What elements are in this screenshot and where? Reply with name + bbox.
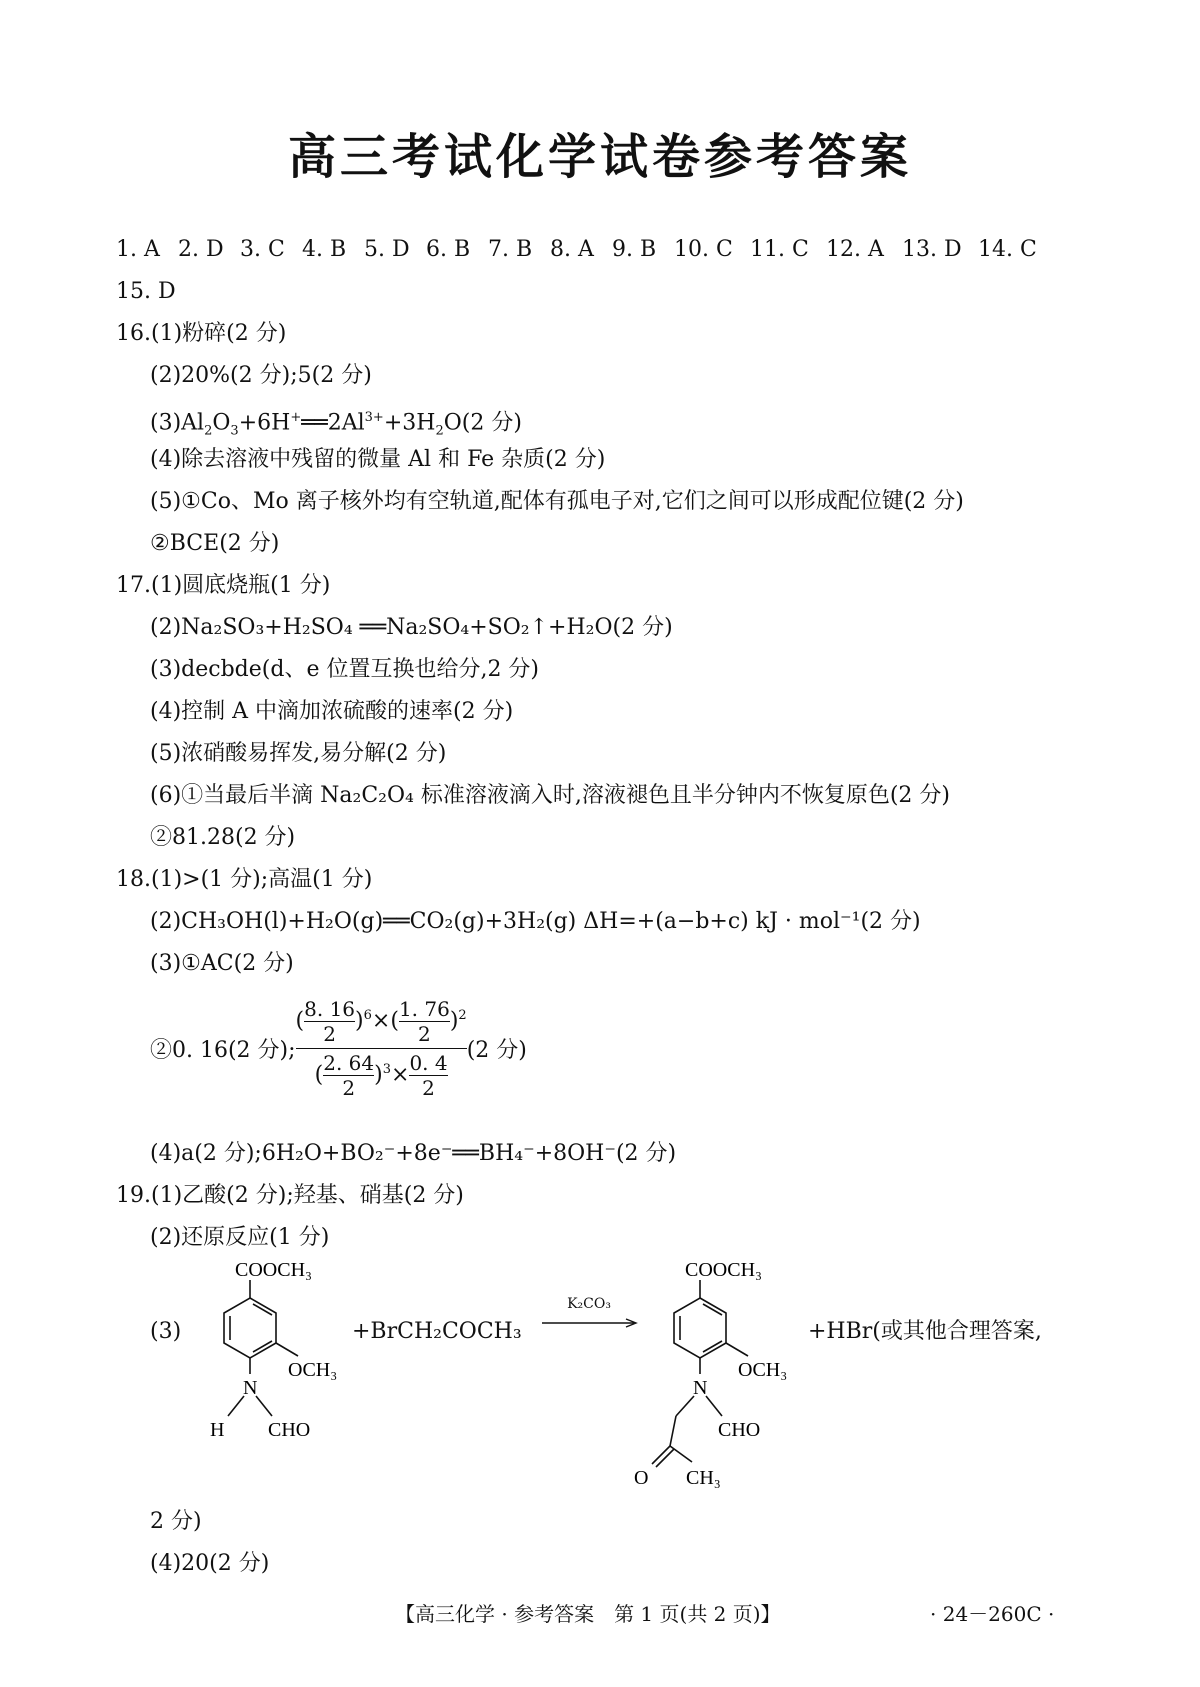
q18-part1 <box>116 866 372 894</box>
page-title: 高三考试化学试卷参考答案 <box>287 129 912 185</box>
question-number: 18. <box>116 867 151 892</box>
formula-text: ══2Al <box>301 410 365 436</box>
mc-answer: 9. B <box>612 237 657 262</box>
reactant-cooch3: COOCH₃ <box>235 1259 312 1281</box>
mc-answer: 6. B <box>426 237 471 262</box>
q17-part6b: ②81.28(2 分) <box>150 825 296 850</box>
q17-part6a: (6)①当最后半滴 Na₂C₂O₄ 标准溶液滴入时,溶液褪色且半分钟内不恢复原色(2 分) <box>150 783 950 808</box>
question-number: 16. <box>116 321 151 346</box>
product-n: N <box>693 1377 708 1399</box>
answer-text: (1)圆底烧瓶(1 分) <box>151 573 331 598</box>
reactant-cho: CHO <box>268 1419 311 1441</box>
q18-part3b <box>150 998 527 1099</box>
fraction-value: 2 <box>342 1076 356 1100</box>
answer-text: (1)粉碎(2 分) <box>151 321 287 346</box>
question-number: 17. <box>116 573 151 598</box>
q19-part3-label: (3) <box>150 1319 182 1344</box>
mc-answer: 2. D <box>178 237 224 262</box>
q16-part5a: (5)①Co、Mo 离子核外均有空轨道,配体有孤电子对,它们之间可以形成配位键(2 分) <box>150 489 964 514</box>
product-ch3: CH₃ <box>686 1467 721 1489</box>
mc-answer: 4. B <box>302 237 347 262</box>
product-cooch3: COOCH₃ <box>685 1259 762 1281</box>
q16-part2: (2)20%(2 分);5(2 分) <box>150 363 372 388</box>
fraction-value: 2 <box>418 1022 431 1046</box>
mc-answer: 5. D <box>364 237 410 262</box>
exponent: 2 <box>458 1008 467 1024</box>
mc-answer-15: 15. D <box>116 279 176 304</box>
exponent: 3 <box>382 1062 391 1078</box>
footer-code: · 24－260C · <box>930 1602 1055 1626</box>
q19-part1 <box>116 1182 464 1210</box>
fraction-numerator: ( $\frac{8. 16}{2}$ )$^6$×( $\frac{1. 76}{2}$ )$^2$ <box>295 997 467 1046</box>
q17-part2: (2)Na₂SO₃+H₂SO₄ ══Na₂SO₄+SO₂↑+H₂O(2 分) <box>150 615 673 640</box>
formula-text: O <box>212 410 231 436</box>
question-number: 19. <box>116 1183 151 1208</box>
formula-text: O(2 分) <box>443 410 522 436</box>
reagent-text: +BrCH₂COCH₃ <box>352 1319 522 1344</box>
reactant-structure <box>180 1256 360 1446</box>
q17-part4: (4)控制 A 中滴加浓硫酸的速率(2 分) <box>150 699 514 724</box>
fraction-value: 0. 4 <box>409 1051 448 1075</box>
q16-part3: $(3)Al_2O_3+6H^+══2Al^{3+}+3H_2O(2$ 分) <box>150 410 522 439</box>
q19-part2: (2)还原反应(1 分) <box>150 1225 330 1250</box>
q18-part2: (2)CH₃OH(l)+H₂O(g)══CO₂(g)+3H₂(g) ΔH=+(a−b+c) kJ · mol⁻¹(2 分) <box>150 909 921 934</box>
mc-answer: 3. C <box>240 237 285 262</box>
product-structure <box>630 1256 810 1496</box>
footer-page-info: 【高三化学 · 参考答案 第 1 页(共 2 页)】 <box>395 1602 781 1626</box>
q17-part1 <box>116 572 330 600</box>
fraction-value: 2 <box>422 1076 435 1100</box>
mc-answer: 11. C <box>750 237 809 262</box>
answer-text: (1)>(1 分);高温(1 分) <box>151 867 373 892</box>
product-o: O <box>634 1467 649 1489</box>
q18-part4: (4)a(2 分);6H₂O+BO₂⁻+8e⁻══BH₄⁻+8OH⁻(2 分) <box>150 1141 677 1166</box>
mc-answer: 8. A <box>550 237 594 262</box>
reactant-h: H <box>210 1419 225 1441</box>
reaction-arrow <box>540 1318 640 1328</box>
mc-answer: 12. A <box>826 237 884 262</box>
reactant-och3: OCH₃ <box>288 1359 338 1381</box>
catalyst-label: K₂CO₃ <box>567 1296 611 1312</box>
mc-answer: 14. C <box>978 237 1037 262</box>
product-tail-text: +HBr(或其他合理答案, <box>808 1319 1042 1344</box>
q19-part4: (4)20(2 分) <box>150 1551 270 1576</box>
mc-answer: 10. C <box>674 237 733 262</box>
q17-part5: (5)浓硝酸易挥发,易分解(2 分) <box>150 741 447 766</box>
mc-answer: 1. A <box>116 237 160 262</box>
fraction-value: 2. 64 <box>323 1051 375 1075</box>
q16-part4: (4)除去溶液中残留的微量 Al 和 Fe 杂质(2 分) <box>150 447 606 472</box>
reactant-n: N <box>243 1377 258 1399</box>
product-cho: CHO <box>718 1419 761 1441</box>
q19-part3-continued: 2 分) <box>150 1509 202 1534</box>
mc-answer-row <box>116 236 1048 264</box>
formula-text: +6H <box>238 410 291 436</box>
product-och3: OCH₃ <box>738 1359 788 1381</box>
fraction-denominator: ( $\frac{2. 64}{2}$ )$^3$× $\frac{0. 4}{2}$ <box>314 1051 448 1100</box>
answer-text: (2 分) <box>466 1038 527 1063</box>
exponent: 6 <box>363 1008 372 1024</box>
q17-part3: (3)decbde(d、e 位置互换也给分,2 分) <box>150 657 540 682</box>
q18-part3a: (3)①AC(2 分) <box>150 951 294 976</box>
formula-text: +3H <box>383 410 436 436</box>
equilibrium-constant-fraction <box>296 998 467 1099</box>
fraction-value: 2 <box>323 1022 336 1046</box>
fraction-value: 1. 76 <box>398 997 450 1021</box>
answer-text: (1)乙酸(2 分);羟基、硝基(2 分) <box>151 1183 464 1208</box>
q16-part1 <box>116 320 286 348</box>
answer-text: ②0. 16(2 分); <box>150 1038 296 1063</box>
mc-answer: 13. D <box>902 237 962 262</box>
q16-part5b: ②BCE(2 分) <box>150 531 280 556</box>
formula-text: (3)Al <box>150 410 205 436</box>
fraction-value: 8. 16 <box>304 997 356 1021</box>
mc-answer: 7. B <box>488 237 533 262</box>
